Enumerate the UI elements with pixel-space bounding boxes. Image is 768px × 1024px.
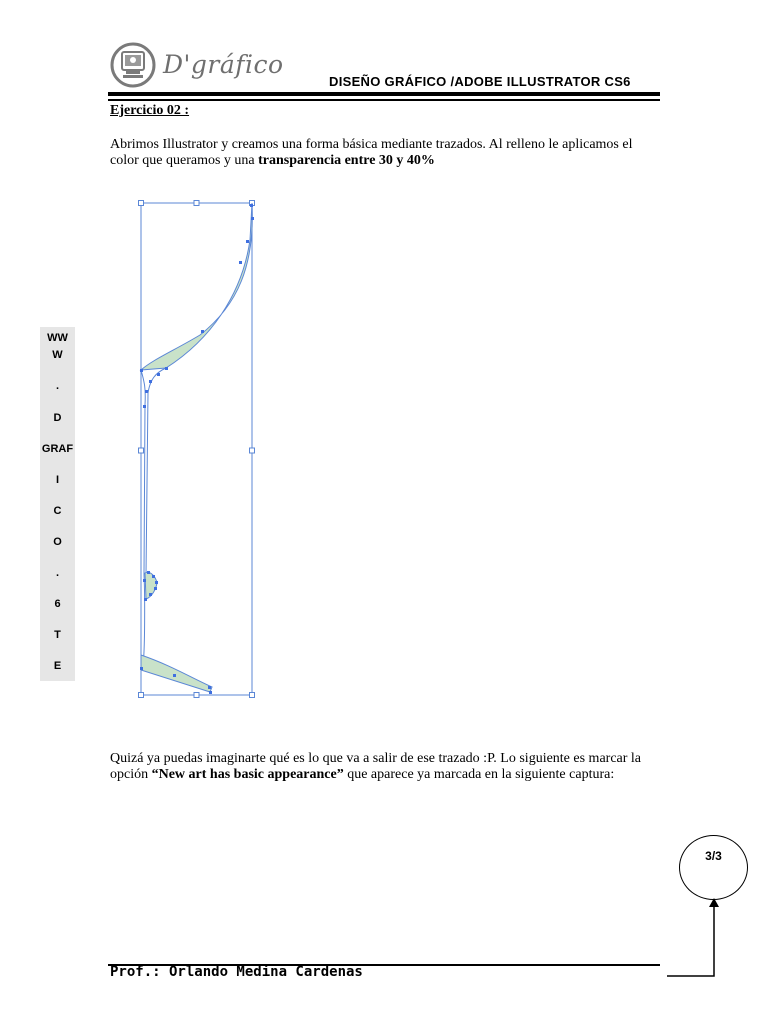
intro-text: Abrimos Illustrator y creamos una forma básica mediante trazados. Al relleno le aplicamos el color que queramos y una: [110, 137, 633, 168]
side-panel: [40, 327, 75, 681]
footer-author: Prof.: Orlando Medina Cardenas: [110, 964, 363, 980]
bounding-box: [141, 203, 252, 695]
side-panel-line: GRAF: [41, 443, 74, 455]
header-title: DISEÑO GRÁFICO /ADOBE ILLUSTRATOR CS6: [329, 74, 631, 89]
header-rule-thin: [108, 99, 660, 101]
side-panel-line: E: [53, 660, 62, 672]
side-panel-line: D: [53, 412, 62, 424]
bounding-box-handles: [139, 201, 255, 698]
illustrator-path-figure: [130, 195, 266, 705]
exercise-title: Ejercicio 02 :: [110, 103, 190, 118]
intro-bold-text: transparencia entre 30 y 40%: [258, 153, 435, 168]
side-panel-line: .: [55, 380, 60, 392]
header-rule-thick: [108, 92, 660, 96]
anchor-points: [140, 204, 254, 694]
side-panel-line: .: [55, 567, 60, 579]
instruction-text-after: que aparece ya marcada en la siguiente captura:: [343, 767, 615, 782]
instruction-text-before: Quizá ya puedas imaginarte qué es lo que va a salir de ese trazado :P. Lo siguiente es marcar la opción: [110, 751, 642, 782]
page-marker-circle: [679, 835, 748, 900]
arrow-up-icon: [660, 895, 730, 980]
page-number: 3/3: [705, 849, 722, 863]
side-panel-line: W: [52, 349, 63, 361]
upper-curve-shape: [141, 203, 252, 370]
inner-stem-shape: [146, 368, 166, 575]
side-panel-line: WW: [47, 332, 68, 344]
side-panel-line: 6: [54, 598, 61, 610]
side-panel-line: T: [54, 629, 61, 641]
side-panel-line: I: [55, 474, 60, 486]
instruction-paragraph: [110, 751, 650, 783]
intro-paragraph: [110, 137, 650, 169]
side-panel-line: C: [53, 505, 62, 517]
side-panel-line: O: [53, 536, 62, 548]
stem-shape: [141, 370, 145, 665]
logo-text: D'gráfico: [163, 50, 284, 79]
bottom-wedge-shape: [141, 655, 212, 692]
instruction-bold-text: “New art has basic appearance”: [151, 767, 344, 782]
